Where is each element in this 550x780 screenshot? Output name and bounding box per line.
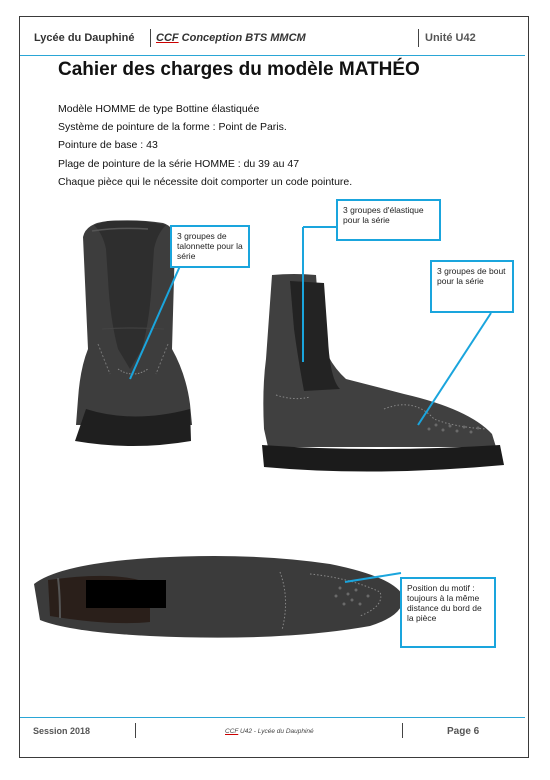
- spec-line: Chaque pièce qui le nécessite doit comporter un code pointure.: [58, 175, 353, 188]
- page-number: Page 6: [447, 726, 480, 737]
- callout-heel: 3 groupes de talonnette pour la série: [170, 225, 250, 268]
- footer-center: [225, 728, 314, 735]
- document-page: [19, 16, 529, 758]
- course-rest: Conception BTS MMCM: [178, 32, 306, 44]
- footer-prefix: CCF: [225, 728, 239, 735]
- footer-separator: [402, 723, 403, 738]
- footer-rest: U42 - Lycée du Dauphiné: [238, 728, 314, 735]
- spec-line: Modèle HOMME de type Bottine élastiquée: [58, 103, 260, 115]
- callout-toe: 3 groupes de bout pour la série: [430, 260, 514, 313]
- callout-elastic: 3 groupes d'élastique pour la série: [336, 199, 441, 241]
- session-label: Session 2018: [33, 726, 91, 736]
- spec-line: Pointure de base : 43: [58, 139, 158, 152]
- school-name: Lycée du Dauphiné: [34, 32, 135, 44]
- spec-line: Plage de pointure de la série HOMME : du 39 au 47: [58, 157, 300, 170]
- spec-line: Système de pointure de la forme : Point de Paris.: [58, 121, 287, 134]
- unit-label: Unité U42: [425, 32, 476, 44]
- footer-separator: [135, 723, 136, 738]
- callout-motif: Position du motif : toujours à la même distance du bord de la pièce: [400, 577, 496, 648]
- course-prefix: CCF: [156, 32, 179, 44]
- footer-rule: [20, 717, 525, 718]
- page-title: Cahier des charges du modèle MATHÉO: [58, 59, 420, 80]
